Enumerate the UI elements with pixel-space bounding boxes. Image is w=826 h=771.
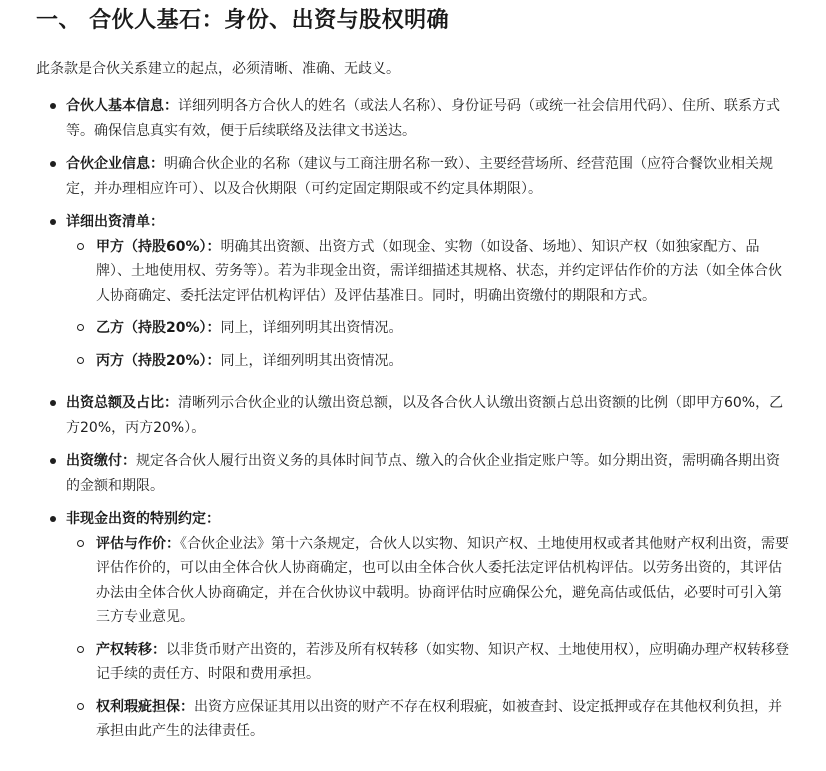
item-label: 出资缴付： [66,453,136,469]
item-label: 合伙企业信息： [66,156,164,172]
non-cash-sublist [66,532,792,744]
subitem-text: 以非货币财产出资的，若涉及所有权转移（如实物、知识产权、土地使用权），应明确办理产权转移登记手续的责任方、时限和费用承担。 [96,641,789,682]
list-item-partner-info [36,94,792,143]
section-heading: 一、 合伙人基石：身份、出资与股权明确 [36,8,450,33]
item-label: 合伙人基本信息： [66,98,178,114]
item-label: 出资总额及占比： [66,395,178,411]
sublist-item-party-a [66,235,792,309]
intro-paragraph: 此条款是合伙关系建立的起点，必须清晰、准确、无歧义。 [36,61,400,77]
subitem-label: 产权转移： [96,641,166,658]
item-label: 非现金出资的特别约定： [66,511,220,527]
sublist-item-title-transfer [66,638,792,687]
subitem-label: 评估与作价： [96,535,180,552]
subitem-text: 同上，详细列明其出资情况。 [220,320,403,336]
subitem-text: 《合伙企业法》第十六条规定，合伙人以实物、知识产权、土地使用权或者其他财产权利出资，需要评估作价的，可以由全体合伙人协商确定，也可以由全体合伙人委托法定评估机构评估。以劳务出资的，其评估办法由全体合伙人协商确定，并在合伙协议中载明。协商评估时应确保公允，避免高估或低估，必要时可引入第三方专业意见。 [96,535,789,625]
subitem-text: 出资方应保证其用以出资的财产不存在权利瑕疵，如被查封、设定抵押或存在其他权利负担，并承担由此产生的法律责任。 [96,698,782,739]
sublist-item-warranty [66,695,792,744]
list-item-contribution-payment [36,449,792,498]
list-item-non-cash-contribution [36,507,792,744]
item-text: 清晰列示合伙企业的认缴出资总额，以及各合伙人认缴出资额占总出资额的比例（即甲方60%，乙方20%，丙方20%）。 [66,395,784,436]
subitem-label: 丙方（持股20%）： [96,352,221,369]
subitem-text: 同上，详细列明其出资情况。 [220,352,403,369]
sublist-item-valuation [66,532,792,630]
subitem-label: 甲方（持股60%）： [96,238,221,255]
list-item-enterprise-info [36,152,792,201]
subitem-text: 明确其出资额、出资方式（如现金、实物（如设备、场地）、知识产权（如独家配方、品牌）、土地使用权、劳务等）。若为非现金出资，需详细描述其规格、状态，并约定评估作价的方法（如全体合伙人协商确定、委托法定评估机构评估）及评估基准日。同时，明确出资缴付的期限和方式。 [96,238,782,304]
clause-list [36,94,792,744]
item-text: 详细列明各方合伙人的姓名（或法人名称）、身份证号码（或统一社会信用代码）、住所、联系方式等。确保信息真实有效，便于后续联络及法律文书送达。 [66,98,780,139]
contribution-sublist [66,235,792,374]
item-label: 详细出资清单： [66,214,164,230]
subitem-label: 权利瑕疵担保： [96,698,194,715]
list-item-contribution-list [36,210,792,373]
list-item-total-contribution [36,391,792,440]
item-text: 明确合伙企业的名称（建议与工商注册名称一致）、主要经营场所、经营范围（应符合餐饮业相关规定，并办理相应许可）、以及合伙期限（可约定固定期限或不约定具体期限）。 [66,156,773,197]
item-text: 规定各合伙人履行出资义务的具体时间节点、缴入的合伙企业指定账户等。如分期出资，需明确各期出资的金额和期限。 [66,453,780,494]
sublist-item-party-b [66,316,792,341]
subitem-label: 乙方（持股20%）： [96,320,221,336]
sublist-item-party-c [66,349,792,374]
